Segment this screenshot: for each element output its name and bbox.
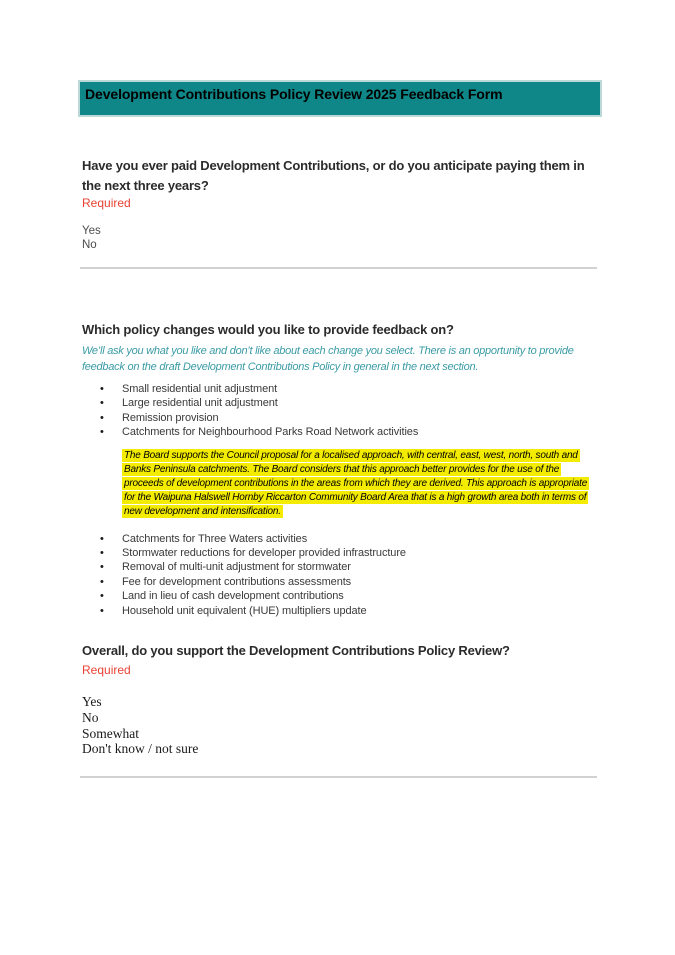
- answer-option[interactable]: No: [82, 709, 99, 725]
- policy-option[interactable]: • Remission provision: [82, 411, 594, 425]
- form-title: Development Contributions Policy Review 2025 Feedback Form: [85, 86, 503, 102]
- form-title-bar: [78, 80, 602, 117]
- required-label: Required: [82, 196, 131, 210]
- policy-option[interactable]: • Small residential unit adjustment: [82, 382, 594, 396]
- policy-option[interactable]: • Removal of multi-unit adjustment for stormwater: [82, 560, 594, 574]
- required-label: Required: [82, 663, 131, 677]
- highlighted-note-text: The Board supports the Council proposal for a localised approach, with central, east, west, north, south and Banks Peninsula catchments. The Board considers that this approach better provides for the use of the proceeds of development contributions in the areas from which they are derived. This approach is appropriate for the Waipuna Halswell Hornby Riccarton Community Board Area that is a high growth area both in terms of new development and intensification.: [124, 449, 588, 517]
- highlighted-feedback-note: [122, 449, 592, 519]
- policy-option[interactable]: • Stormwater reductions for developer provided infrastructure: [82, 546, 594, 560]
- policy-option[interactable]: • Household unit equivalent (HUE) multipliers update: [82, 604, 594, 618]
- answer-option[interactable]: Don't know / not sure: [82, 741, 199, 757]
- policy-options-list-1: [82, 382, 594, 440]
- policy-option[interactable]: • Catchments for Three Waters activities: [82, 532, 594, 546]
- answer-options: [82, 224, 594, 252]
- answer-option[interactable]: Yes: [82, 225, 101, 237]
- policy-option[interactable]: • Land in lieu of cash development contributions: [82, 589, 594, 603]
- question-paid-contributions: [82, 156, 594, 252]
- question-heading: Which policy changes would you like to provide feedback on?: [82, 322, 454, 337]
- question-heading: Have you ever paid Development Contributions, or do you anticipate paying them in the next three years?: [82, 158, 585, 193]
- question-policy-changes: [82, 320, 594, 618]
- section-divider: [80, 776, 597, 778]
- question-hint-text: We’ll ask you what you like and don’t like about each change you select. There is an opportunity to provide feedback on the draft Development Contributions Policy in general in the next section.: [82, 345, 574, 373]
- answer-options: [82, 694, 594, 757]
- question-heading: Overall, do you support the Development Contributions Policy Review?: [82, 643, 510, 658]
- policy-option[interactable]: • Fee for development contributions assessments: [82, 575, 594, 589]
- section-divider: [80, 267, 597, 269]
- answer-option[interactable]: Yes: [82, 694, 102, 709]
- policy-options-list-2: [82, 532, 594, 618]
- question-overall-support: [82, 641, 594, 757]
- policy-option[interactable]: • Large residential unit adjustment: [82, 396, 594, 410]
- answer-option[interactable]: No: [82, 239, 97, 251]
- policy-option[interactable]: • Catchments for Neighbourhood Parks Road Network activities: [82, 425, 594, 439]
- answer-option[interactable]: Somewhat: [82, 725, 139, 741]
